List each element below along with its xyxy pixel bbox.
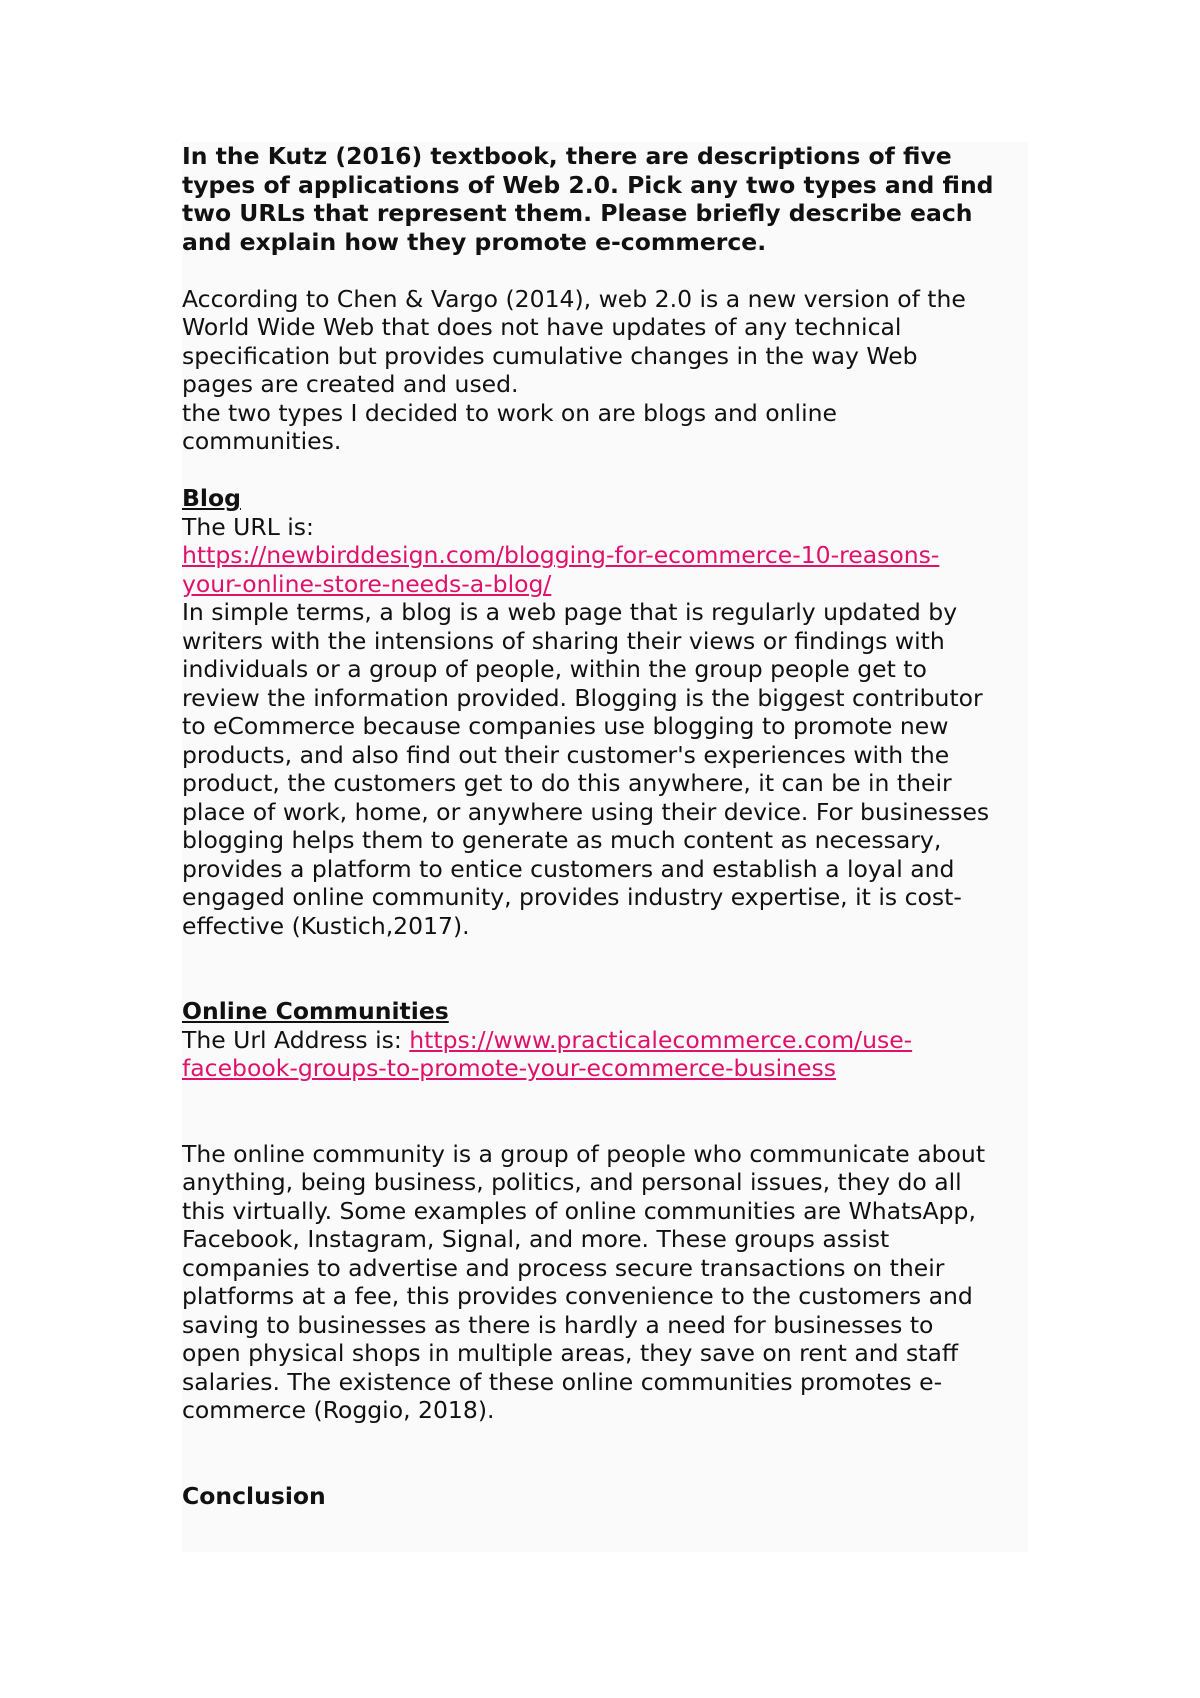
communities-body-line: salaries. The existence of these online communities promotes e- (182, 1367, 943, 1396)
blog-section (182, 484, 1028, 940)
blog-url-label: The URL is: (182, 512, 314, 541)
question-line: two URLs that represent them. Please briefly describe each (182, 199, 973, 227)
blog-body-line: to eCommerce because companies use blogging to promote new (182, 712, 949, 740)
communities-body-line: commerce (Roggio, 2018). (182, 1396, 495, 1424)
intro-line: communities. (182, 427, 342, 455)
blog-body-line: product, the customers get to do this anywhere, it can be in their (182, 769, 952, 797)
blog-body-line: provides a platform to entice customers and establish a loyal and (182, 854, 955, 883)
blog-body-line: individuals or a group of people, within the group people get to (182, 655, 927, 683)
conclusion-heading: Conclusion (182, 1481, 326, 1510)
communities-heading: Online Communities (182, 997, 449, 1025)
communities-body-line: this virtually. Some examples of online communities are WhatsApp, (182, 1196, 976, 1225)
communities-url-link[interactable]: https://www.practicalecommerce.com/use- (409, 1025, 913, 1054)
communities-body-line: anything, being business, politics, and personal issues, they do all (182, 1168, 962, 1196)
communities-section (182, 997, 1028, 1425)
blog-body-line: engaged online community, provides industry expertise, it is cost- (182, 883, 962, 911)
blog-url-link[interactable]: https://newbirddesign.com/blogging-for-ecommerce-10-reasons- (182, 541, 940, 569)
intro-line: specification but provides cumulative changes in the way Web (182, 341, 918, 370)
blog-url-link[interactable]: your-online-store-needs-a-blog/ (182, 569, 552, 598)
communities-url-label: The Url Address is: (182, 1025, 410, 1054)
blog-body-line: place of work, home, or anywhere using their device. For businesses (182, 797, 990, 826)
question-paragraph (182, 142, 1028, 256)
intro-line: According to Chen & Vargo (2014), web 2.0 is a new version of the (182, 284, 966, 313)
question-line: In the Kutz (2016) textbook, there are descriptions of five (182, 142, 952, 170)
communities-body-line: saving to businesses as there is hardly a need for businesses to (182, 1310, 934, 1339)
intro-line: the two types I decided to work on are blogs and online (182, 398, 837, 427)
communities-body-line: Facebook, Instagram, Signal, and more. These groups assist (182, 1225, 890, 1253)
communities-body-line: The online community is a group of people who communicate about (182, 1139, 986, 1168)
blog-heading: Blog (182, 484, 241, 512)
question-line: and explain how they promote e-commerce. (182, 227, 767, 256)
blog-body-line: review the information provided. Blogging is the biggest contributor (182, 683, 983, 712)
blog-body-line: writers with the intensions of sharing their views or findings with (182, 626, 945, 655)
intro-line: World Wide Web that does not have updates of any technical (182, 313, 902, 341)
blog-body-line: products, and also find out their customer's experiences with the (182, 740, 950, 769)
question-line: types of applications of Web 2.0. Pick any two types and find (182, 170, 994, 199)
blog-body-line: effective (Kustich,2017). (182, 911, 470, 940)
document-body (182, 142, 1028, 1552)
intro-line: pages are created and used. (182, 370, 519, 398)
blog-body-line: blogging helps them to generate as much content as necessary, (182, 826, 942, 854)
communities-body-line: open physical shops in multiple areas, they save on rent and staff (182, 1339, 959, 1367)
blog-body-line: In simple terms, a blog is a web page that is regularly updated by (182, 598, 958, 626)
intro-paragraph (182, 285, 1028, 456)
communities-body-line: platforms at a fee, this provides convenience to the customers and (182, 1282, 973, 1310)
communities-body-line: companies to advertise and process secure transactions on their (182, 1253, 945, 1282)
communities-url-link[interactable]: facebook-groups-to-promote-your-ecommerce-business (182, 1054, 836, 1082)
